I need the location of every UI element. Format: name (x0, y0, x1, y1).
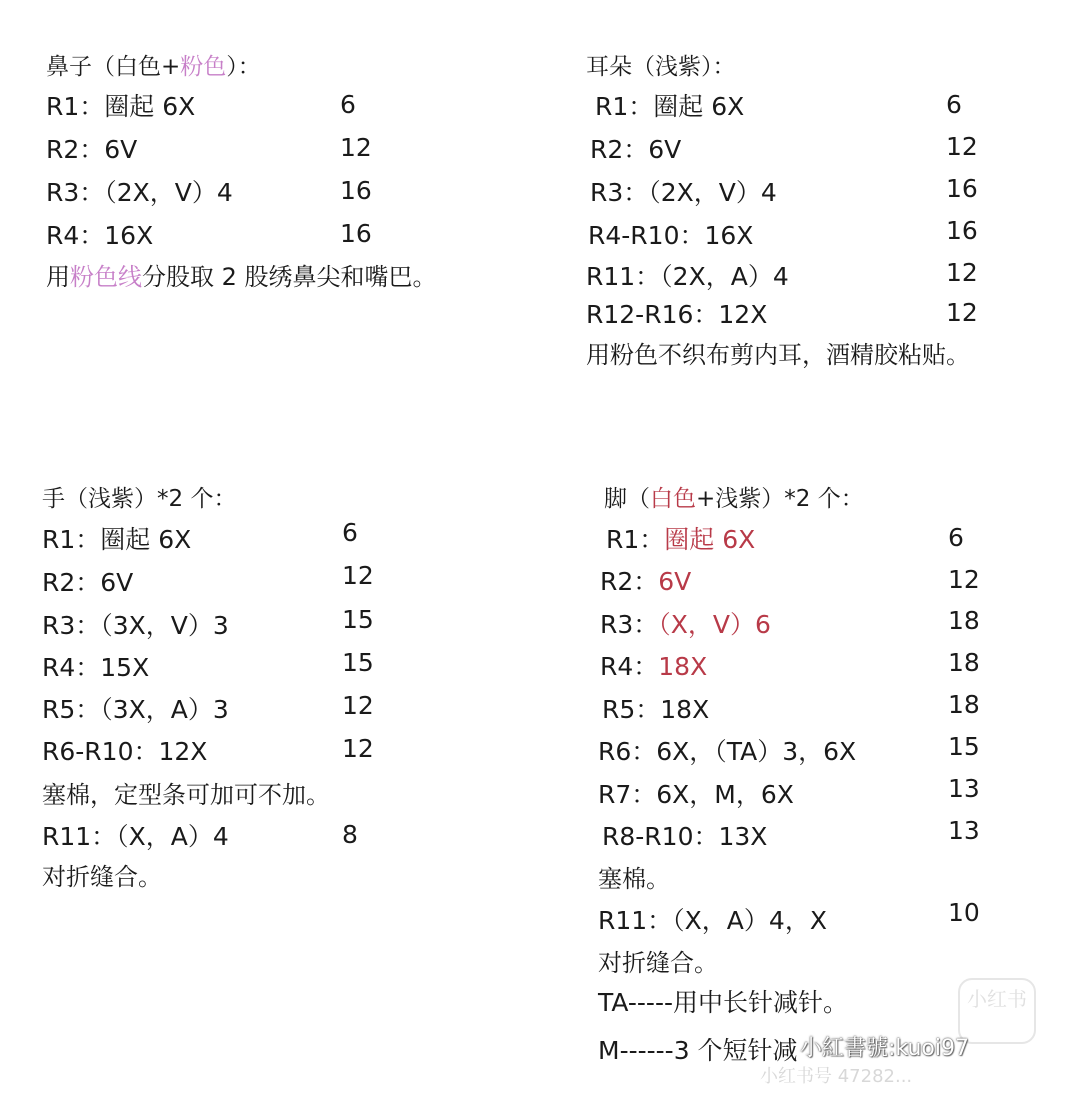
hand-count-6: 12 (342, 734, 374, 763)
foot-row-4 (600, 652, 707, 682)
foot-count-8: 13 (948, 816, 980, 845)
foot-row-11: R11：（X，A）4，X (598, 906, 827, 935)
nose-row-3: R3：（2X，V）4 (46, 178, 233, 207)
foot-count-4: 18 (948, 648, 980, 677)
foot-count-3: 18 (948, 606, 980, 635)
nose-count-1: 6 (340, 90, 356, 119)
ear-title: 耳朵（浅紫）： (586, 54, 736, 80)
watermark-logo: 小红书 (958, 978, 1036, 1044)
nose-row-2: R2：6V (46, 135, 138, 164)
hand-count-4: 15 (342, 648, 374, 677)
hand-count-1: 6 (342, 518, 358, 547)
foot-row-1-value: 圈起 6X (664, 525, 756, 554)
nose-title-pink: 粉色 (180, 54, 227, 80)
nose-count-2: 12 (340, 133, 372, 162)
ear-count-2: 12 (946, 132, 978, 161)
foot-count-5: 18 (948, 690, 980, 719)
hand-note-fold: 对折缝合。 (42, 863, 162, 891)
hand-title: 手（浅紫）*2 个： (42, 486, 237, 512)
foot-note-fold: 对折缝合。 (598, 949, 718, 977)
ear-row-2: R2：6V (590, 135, 682, 164)
nose-count-4: 16 (340, 219, 372, 248)
foot-row-1-prefix: R1： (606, 525, 665, 554)
foot-row-2 (600, 567, 691, 597)
watermark-text: 小紅書號:kuoi97 (800, 1036, 969, 1061)
hand-row-3: R3：（3X，V）3 (42, 611, 229, 640)
hand-row-5: R5：（3X，A）3 (42, 695, 229, 724)
ear-count-6: 12 (946, 298, 978, 327)
nose-row-4: R4：16X (46, 221, 154, 250)
foot-legend-m: M------3 个短针减 (598, 1036, 798, 1065)
foot-row-3-prefix: R3： (600, 610, 659, 639)
ear-count-3: 16 (946, 174, 978, 203)
foot-title-c: +浅紫）*2 个： (696, 486, 864, 512)
foot-count-7: 13 (948, 774, 980, 803)
ear-row-1: R1：圈起 6X (595, 92, 745, 121)
foot-count-11: 10 (948, 898, 980, 927)
hand-count-3: 15 (342, 605, 374, 634)
nose-title (46, 52, 261, 82)
hand-note-stuffing: 塞棉，定型条可加可不加。 (42, 781, 330, 809)
nose-title-end: ）： (226, 54, 261, 80)
foot-row-4-prefix: R4： (600, 652, 659, 681)
foot-note-stuffing: 塞棉。 (598, 865, 670, 893)
nose-note (46, 262, 437, 292)
hand-row-2: R2：6V (42, 568, 134, 597)
nose-count-3: 16 (340, 176, 372, 205)
hand-row-4: R4：15X (42, 653, 150, 682)
nose-row-1: R1：圈起 6X (46, 92, 196, 121)
nose-note-c: 分股取 2 股绣鼻尖和嘴巴。 (142, 263, 437, 291)
ear-row-6: R12-R16：12X (586, 300, 768, 329)
ear-row-3: R3：（2X，V）4 (590, 178, 777, 207)
foot-legend-ta: TA-----用中长针减针。 (598, 988, 848, 1017)
foot-row-6: R6：6X，（TA）3，6X (598, 737, 857, 766)
foot-row-7: R7：6X，M，6X (598, 780, 794, 809)
ear-row-5: R11：（2X，A）4 (586, 262, 789, 291)
hand-count-11: 8 (342, 820, 358, 849)
foot-title-red: 白色 (650, 486, 696, 512)
hand-row-11: R11：（X，A）4 (42, 822, 229, 851)
nose-note-a: 用 (46, 263, 70, 291)
ear-count-1: 6 (946, 90, 962, 119)
hand-row-1: R1：圈起 6X (42, 525, 192, 554)
foot-row-3-value: （X，V）6 (658, 610, 771, 639)
watermark-faint-text: 小红书号 47282... (760, 1066, 913, 1087)
foot-row-1 (606, 525, 755, 555)
ear-row-4: R4-R10：16X (588, 221, 754, 250)
foot-title (604, 484, 864, 514)
hand-count-5: 12 (342, 691, 374, 720)
foot-row-5: R5：18X (602, 695, 710, 724)
nose-title-text: 鼻子（白色+ (46, 54, 181, 80)
foot-row-4-value: 18X (658, 652, 708, 681)
foot-count-1: 6 (948, 523, 964, 552)
hand-row-6: R6-R10：12X (42, 737, 208, 766)
foot-title-a: 脚（ (604, 486, 650, 512)
ear-count-4: 16 (946, 216, 978, 245)
hand-count-2: 12 (342, 561, 374, 590)
ear-count-5: 12 (946, 258, 978, 287)
nose-note-pink: 粉色线 (70, 263, 142, 291)
foot-row-2-prefix: R2： (600, 567, 659, 596)
foot-row-8: R8-R10：13X (602, 822, 768, 851)
ear-note: 用粉色不织布剪内耳，酒精胶粘贴。 (586, 341, 970, 369)
foot-count-2: 12 (948, 565, 980, 594)
foot-row-3 (600, 610, 771, 640)
foot-row-2-value: 6V (658, 567, 692, 596)
foot-count-6: 15 (948, 732, 980, 761)
